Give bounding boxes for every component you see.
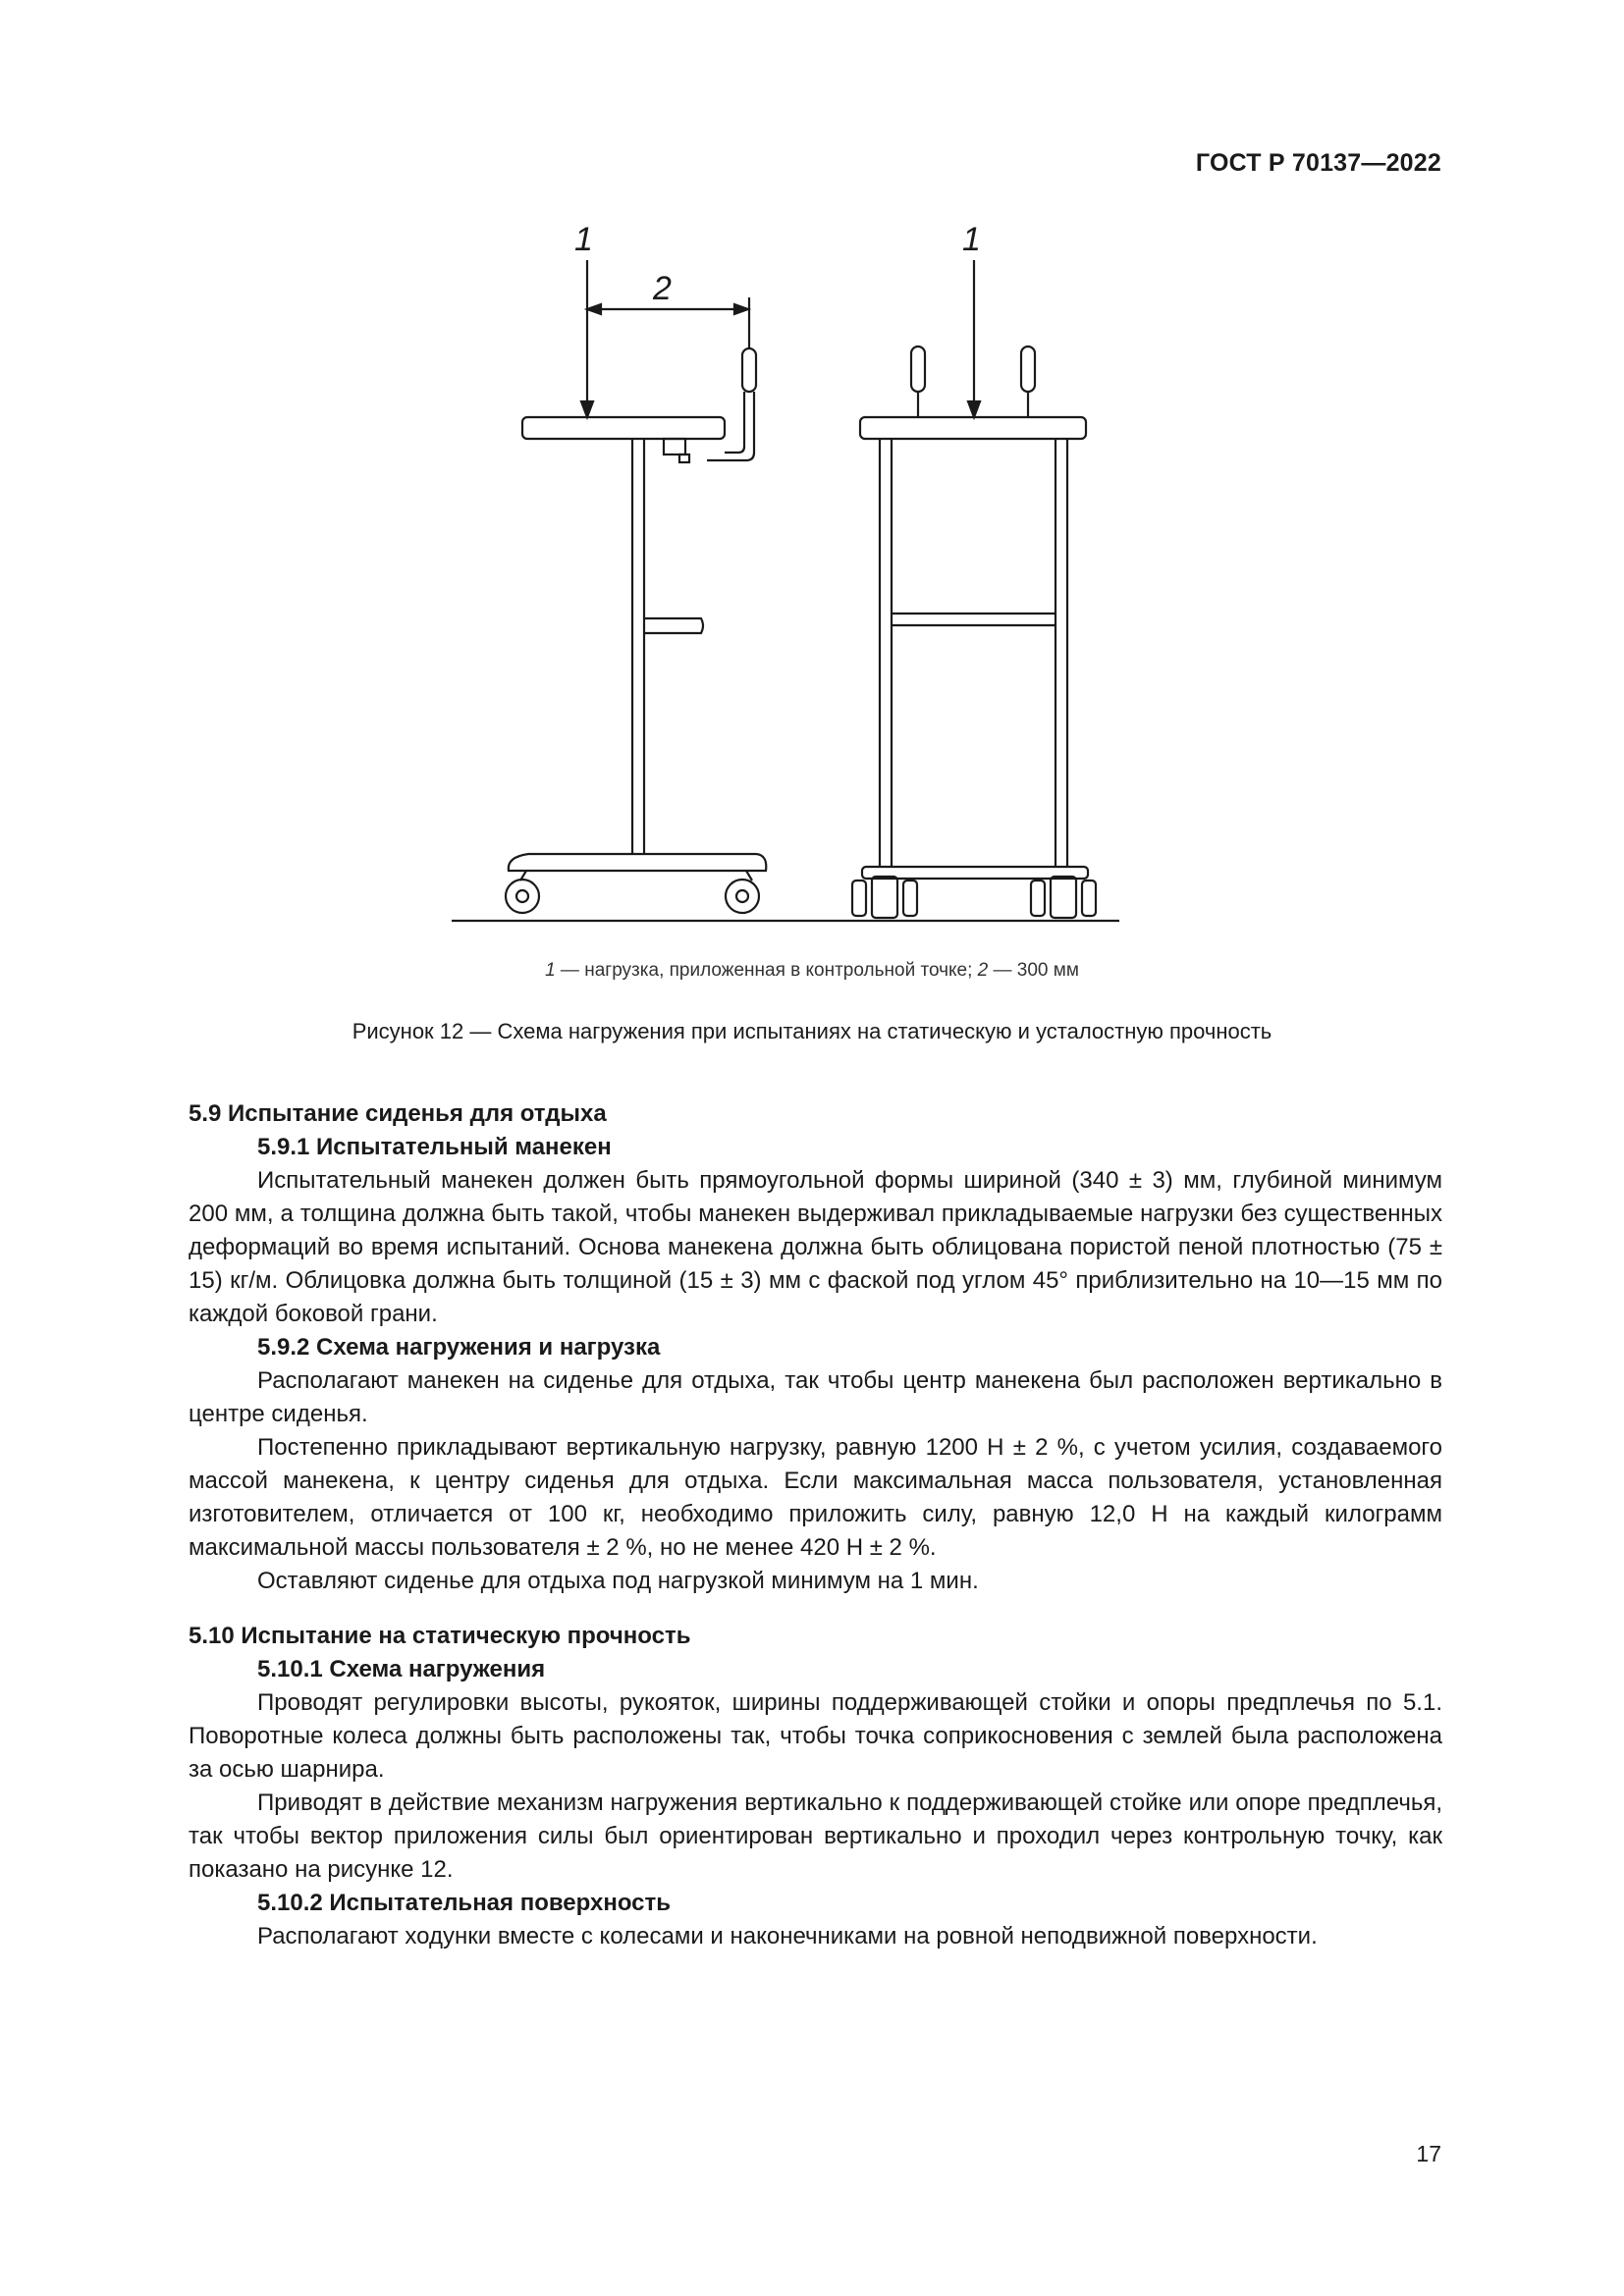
paragraph-5-10-1-a: Проводят регулировки высоты, рукояток, ширины поддерживающей стойки и опоры предплечья по 5.1. Поворотные колеса должны быть расположены так, чтобы точка соприкосновения с землей была расположена за осью шарнира. xyxy=(189,1689,1442,1783)
front-left-wheel xyxy=(872,877,897,918)
side-view-walker xyxy=(506,348,766,913)
heading-5-10: 5.10 Испытание на статическую прочность xyxy=(189,1623,691,1649)
paragraph-5-9-1: Испытательный манекен должен быть прямоугольной формы шириной (340 ± 3) мм, глубиной минимум 200 мм, а толщина должна быть такой, чтобы манекен выдерживал прикладываемые нагрузки без существенных деформаций во время испытаний. Основа манекена должна быть облицована пористой пеной плотностью (75 ± 15) кг/м. Облицовка должна быть толщиной (15 ± 3) мм с фаской под углом 45° приблизительно на 10—15 мм по каждой боковой грани. xyxy=(189,1167,1442,1327)
forearm-support xyxy=(644,618,703,633)
legend-num-1: 1 xyxy=(545,960,556,981)
heading-5-9: 5.9 Испытание сиденья для отдыха xyxy=(189,1100,607,1127)
label-dimension: 2 xyxy=(653,270,672,307)
right-wheel xyxy=(726,880,759,913)
heading-5-9-2: 5.9.2 Схема нагружения и нагрузка xyxy=(257,1334,661,1361)
heading-5-10-2: 5.10.2 Испытательная поверхность xyxy=(257,1890,672,1916)
document-header: ГОСТ Р 70137—2022 xyxy=(1195,149,1441,177)
heading-5-10-1: 5.10.1 Схема нагружения xyxy=(257,1656,546,1682)
front-left-grip xyxy=(911,347,925,392)
document-body xyxy=(189,1097,1442,1953)
base-frame xyxy=(509,854,766,871)
paragraph-5-9-2-a: Располагают манекен на сиденье для отдыха, так чтобы центр манекена был расположен вертикально в центре сиденья. xyxy=(189,1367,1442,1427)
paragraph-5-9-2-b: Постепенно прикладывают вертикальную нагрузку, равную 1200 Н ± 2 %, с учетом усилия, создаваемого массой манекена, к центру сиденья для отдыха. Если максимальная масса пользователя, установленная изготовителем, отличается от 100 кг, необходимо приложить силу, равную 12,0 Н на каждый килограмм максимальной массы пользователя ± 2 %, но не менее 420 Н ± 2 %. xyxy=(189,1434,1442,1561)
heading-5-9-1: 5.9.1 Испытательный манекен xyxy=(257,1134,612,1160)
figure-legend xyxy=(0,960,1624,982)
legend-text-1: — нагрузка, приложенная в контрольной точке; xyxy=(555,960,978,981)
paragraph-5-9-2-c: Оставляют сиденье для отдыха под нагрузкой минимум на 1 мин. xyxy=(257,1568,979,1594)
load-scheme-diagram xyxy=(432,221,1218,928)
seat-board xyxy=(522,417,725,439)
front-seat-board xyxy=(860,417,1086,439)
left-wheel xyxy=(506,880,539,913)
front-right-grip xyxy=(1021,347,1035,392)
legend-text-2: — 300 мм xyxy=(988,960,1079,981)
paragraph-5-10-2: Располагают ходунки вместе с колесами и наконечниками на ровной неподвижной поверхности. xyxy=(257,1923,1318,1949)
handle-post xyxy=(725,392,744,453)
front-view-walker xyxy=(852,347,1096,918)
legend-num-2: 2 xyxy=(977,960,989,981)
figure-12-drawing xyxy=(432,221,1218,928)
page-number: 17 xyxy=(1416,2141,1441,2166)
figure-caption: Рисунок 12 — Схема нагружения при испытаниях на статическую и усталостную прочность xyxy=(352,1019,1272,1043)
label-load-left: 1 xyxy=(574,221,593,258)
paragraph-5-10-1-b: Приводят в действие механизм нагружения вертикально к поддерживающей стойке или опоре предплечья, так чтобы вектор приложения силы был ориентирован вертикально и проходил через контрольную точку, как показано на рисунке 12. xyxy=(189,1789,1442,1883)
handle-grip xyxy=(742,348,756,392)
front-right-wheel xyxy=(1051,877,1076,918)
label-load-right: 1 xyxy=(962,221,981,258)
